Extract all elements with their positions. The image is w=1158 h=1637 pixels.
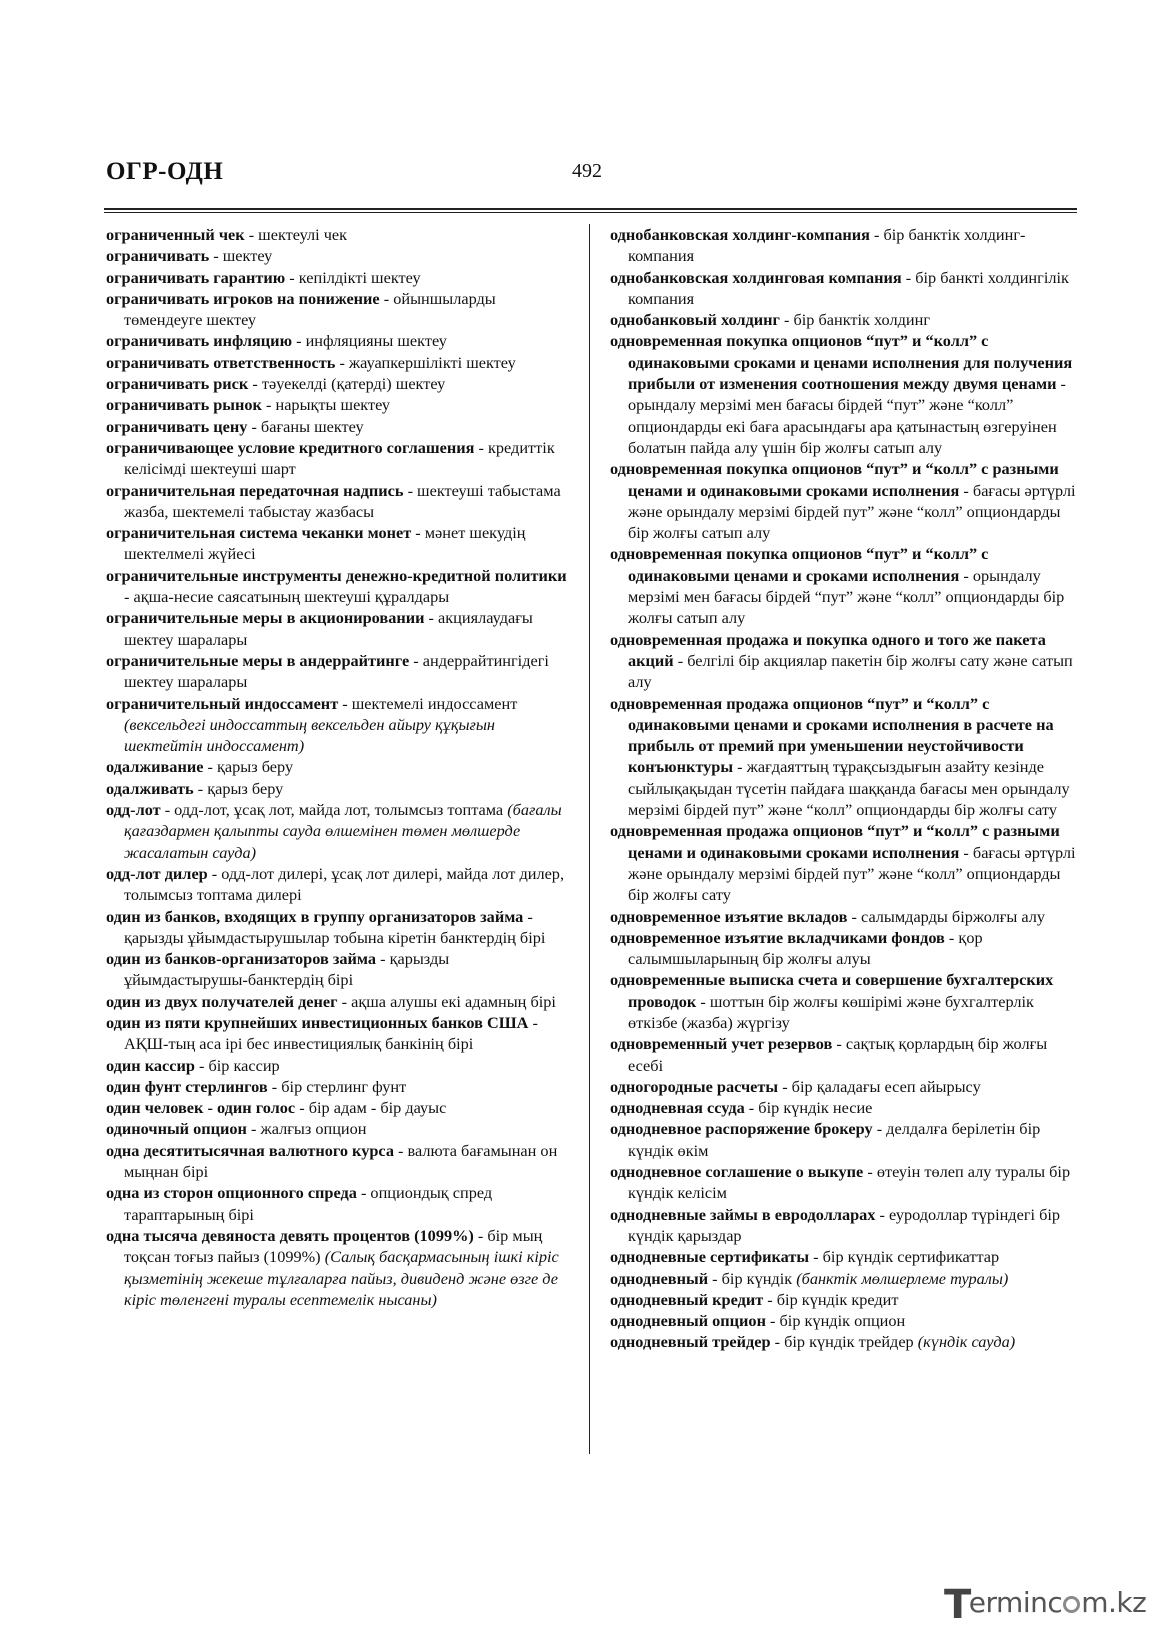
dictionary-entry	[106, 991, 574, 1012]
entry-definition: - мәнет шекудің шектелмелі жүйесі	[124, 523, 526, 564]
entry-term: ограничивать гарантию	[106, 267, 286, 287]
entry-term: одновременное изъятие вкладчиками фондов	[610, 927, 945, 947]
entry-term: однодневный	[610, 1268, 709, 1288]
dictionary-entry	[610, 1097, 1080, 1118]
entry-definition: - ойыншыларды төмендеуге шектеу	[124, 288, 496, 330]
entry-definition: - ақша алушы екі адамның бірі	[337, 991, 556, 1011]
dictionary-entry	[610, 1246, 1080, 1267]
dictionary-entry	[610, 927, 1080, 970]
entry-definition: - сақтық қорлардың бір жолғы есебі	[628, 1034, 1048, 1075]
dictionary-entry	[106, 693, 574, 757]
entry-term: один кассир	[106, 1055, 195, 1075]
entry-term: ограничивать игроков на понижение	[106, 288, 380, 308]
entry-definition: - шоттын бір жолғы көшірімі және бухгалтерлік өткізбе (жазба) жүргізу	[628, 991, 1034, 1032]
dictionary-entry	[106, 863, 574, 906]
dictionary-entry	[106, 1076, 574, 1097]
entry-term: один из банков-организаторов займа	[106, 949, 377, 969]
entry-term: одновременные выписка счета и совершение бухгалтерских проводок	[610, 970, 1054, 1011]
entry-term: одалживать	[106, 778, 194, 798]
entry-term: ограничивающее условие кредитного соглашения	[106, 437, 475, 457]
entry-definition: - бір мың тоқсан тоғыз пайыз (1099%)	[124, 1225, 543, 1267]
dictionary-entry	[610, 1268, 1080, 1289]
entry-term: ограничивать ответственность	[106, 352, 336, 372]
entry-definition: - одд-лот дилері, ұсақ лот дилері, майда лот дилер, толымсыз топтама дилері	[124, 863, 565, 905]
entry-term: один из банков, входящих в группу организаторов займа	[106, 906, 524, 926]
dictionary-entry	[610, 267, 1080, 310]
entry-term: одновременная продажа опционов “пут” и “колл” с разными ценами и одинаковыми сроками исполнения	[610, 821, 1060, 862]
entry-term: один из пяти крупнейших инвестиционных банков США	[106, 1012, 529, 1032]
entry-definition: - бір күндік сертификаттар	[809, 1247, 1000, 1267]
dictionary-entry	[106, 650, 574, 693]
entry-definition: - бір күндік опцион	[765, 1311, 906, 1331]
entry-definition: - шектеулі чек	[244, 225, 348, 244]
entry-definition: - бір қаладағы есеп айырысу	[778, 1076, 981, 1096]
entry-definition: - бір күндік	[708, 1268, 797, 1288]
right-column	[610, 224, 1080, 1353]
entry-term: одновременный учет резервов	[610, 1034, 833, 1054]
entry-definition: - бағасы әртүрлі және орындалу мерзімі бірдей пут” және “колл” опциондарды бір жолғы сатып алу	[628, 480, 1076, 543]
entry-note: (вексельдегі индоссаттың вексельден айыру құқығын шектейтін индоссамент)	[124, 714, 495, 756]
entry-definition: - бір күндік кредит	[763, 1289, 899, 1309]
entry-definition: - белгілі бір акциялар пакетін бір жолғы сату және сатып алу	[628, 650, 1073, 692]
entry-term: ограничительные меры в акционировании	[106, 608, 425, 628]
dictionary-entry	[106, 607, 574, 650]
dictionary-entry	[610, 224, 1080, 267]
dictionary-entry	[106, 245, 574, 266]
entry-term: одиночный опцион	[106, 1119, 247, 1139]
dictionary-entry	[106, 416, 574, 437]
dictionary-entry	[610, 969, 1080, 1033]
entry-term: однобанковская холдинг-компания	[610, 225, 870, 244]
entry-definition: - қор салымшыларының бір жолғы алуы	[628, 927, 983, 969]
dictionary-entry	[610, 906, 1080, 927]
dictionary-entry	[106, 1118, 574, 1139]
dictionary-entry	[106, 1055, 574, 1076]
entry-definition: - қарыз беру	[193, 778, 284, 798]
entry-definition: - бір күндік трейдер	[770, 1332, 918, 1352]
entry-term: одновременная покупка опционов “пут” и “колл” с одинаковыми ценами и сроками исполнения	[610, 544, 989, 585]
entry-term: ограничительная система чеканки монет	[106, 523, 412, 543]
logo-ring-icon	[1063, 1596, 1080, 1613]
entry-term: одалживание	[106, 757, 204, 777]
dictionary-entry	[610, 458, 1080, 543]
entry-definition: - қарызды ұйымдастырушылар тобына кіретін банктердің бірі	[124, 906, 546, 947]
entry-term: однодневный трейдер	[610, 1332, 771, 1352]
entry-term: ограничительные инструменты денежно-кредитной политики	[106, 565, 567, 585]
dictionary-entry	[610, 1310, 1080, 1331]
entry-definition: - шектемелі индоссамент	[338, 693, 518, 713]
entry-term: один человек - один голос	[106, 1098, 296, 1118]
entry-note: (күндік сауда)	[917, 1332, 1016, 1352]
entry-definition: - жалғыз опцион	[246, 1119, 367, 1139]
dictionary-entry	[106, 437, 574, 480]
entry-definition: - АҚШ-тың аса ірі бес инвестициялық банкінің бірі	[124, 1012, 538, 1054]
entry-definition: - орындалу мерзімі мен бағасы бірдей “пут” және “колл” опциондарды екі баға арасындағы ара қатынастың өзгеруінен болатын пайда алу үшін бір жолғы сатып алу	[628, 374, 1066, 457]
dictionary-entry	[106, 565, 574, 608]
entry-definition: - бір адам - бір дауыс	[295, 1098, 447, 1118]
entry-term: ограничивать инфляцию	[106, 331, 293, 351]
dictionary-entry	[610, 1076, 1080, 1097]
entry-definition: - кредиттік келісімді шектеуші шарт	[124, 437, 555, 479]
entry-definition: - андеррайтингідегі шектеу шаралары	[124, 650, 549, 692]
entry-term: однодневные сертификаты	[610, 1247, 810, 1267]
entry-definition: - шектеуші табыстама жазба, шектемелі табыстау жазбасы	[124, 480, 561, 521]
termincom-logo: Terminc m.kz	[944, 1582, 1147, 1628]
header-rule-thin	[104, 212, 1077, 213]
dictionary-entry	[106, 394, 574, 415]
entry-term: ограничивать	[106, 246, 210, 266]
dictionary-entry	[106, 288, 574, 331]
entry-note: (Салық басқармасының ішкі кіріс қызметінің жекеше тұлғаларға пайыз, дивиденд және өзге де кіріс төленгені туралы есептемелік нысаны)	[124, 1247, 559, 1309]
dictionary-entry	[610, 820, 1080, 905]
dictionary-entry	[610, 543, 1080, 628]
dictionary-entry	[610, 1204, 1080, 1247]
entry-term: ограничительные меры в андеррайтинге	[106, 650, 410, 670]
entry-definition: - нарықты шектеу	[261, 395, 391, 415]
dictionary-entry	[106, 1012, 574, 1055]
dictionary-entry	[610, 1118, 1080, 1161]
dictionary-entry	[106, 373, 574, 394]
entry-definition: - қарызды ұйымдастырушы-банктердің бірі	[124, 949, 450, 990]
dictionary-entry	[610, 1033, 1080, 1076]
dictionary-entry	[106, 352, 574, 373]
entry-term: одд-лот дилер	[106, 863, 208, 883]
dictionary-entry	[106, 948, 574, 991]
dictionary-entry	[106, 480, 574, 523]
dictionary-entry	[106, 906, 574, 949]
entry-definition: - бағасы әртүрлі және орындалу мерзімі бірдей пут” және “колл” опциондарды бір жолғы сату	[628, 842, 1076, 905]
page-number: 492	[572, 160, 602, 182]
entry-definition: - бір кассир	[194, 1055, 280, 1075]
entry-definition: - бір стерлинг фунт	[267, 1076, 407, 1096]
entry-definition: - қарыз беру	[203, 757, 294, 777]
entry-definition: - жағдаяттың тұрақсыздығын азайту кезінде сыйлықақыдан түсетін пайдаға шаққанда бағасы мен орындалу мерзімі бірдей пут” және “колл” опциондарды бір жолғы сату	[628, 757, 1070, 820]
entry-definition: - өтеуін төлеп алу туралы бір күндік келісім	[628, 1162, 1071, 1203]
entry-definition: - кепілдікті шектеу	[285, 267, 421, 287]
entry-definition: - орындалу мерзімі мен бағасы бірдей “пут” және “колл” опциондарды бір жолғы сатып алу	[628, 565, 1065, 628]
dictionary-entry	[610, 1289, 1080, 1310]
dictionary-entry	[106, 1182, 574, 1225]
dictionary-entry	[106, 1097, 574, 1118]
entry-note: (бағалы қағаздармен қалыпты сауда өлшемінен төмен мөлшерде жасалатын сауда)	[124, 800, 562, 862]
entry-definition: - акциялаудағы шектеу шаралары	[124, 608, 533, 649]
entry-definition: - салымдарды біржолғы алу	[847, 906, 1046, 926]
entry-term: однобанковская холдинговая компания	[610, 267, 902, 287]
entry-definition: - бір күндік несие	[744, 1098, 873, 1118]
dictionary-entry	[106, 330, 574, 351]
dictionary-entry	[610, 1161, 1080, 1204]
entry-term: одновременная покупка опционов “пут” и “колл” с одинаковыми сроками и ценами исполнения для получения прибыли от изменения соотношения между двумя ценами	[610, 331, 1073, 394]
dictionary-entry	[610, 629, 1080, 693]
entry-term: ограничивать цену	[106, 416, 248, 436]
entry-term: одновременная продажа и покупка одного и того же пакета акций	[610, 629, 1046, 670]
entry-term: однобанковый холдинг	[610, 310, 780, 330]
dictionary-entry	[106, 224, 574, 245]
entry-definition: - жауапкершілікті шектеу	[335, 352, 516, 372]
entry-term: однодневные займы в евродолларах	[610, 1204, 876, 1224]
dictionary-entry	[106, 1140, 574, 1183]
left-column	[106, 224, 574, 1310]
header-rule-thick	[104, 208, 1077, 210]
entry-term: один из двух получателей денег	[106, 991, 338, 1011]
entry-term: одновременная продажа опционов “пут” и “колл” с одинаковыми ценами и сроками исполнения в расчете на прибыль от премий при уменьшении неустойчивости конъюнктуры	[610, 693, 1054, 777]
entry-definition: - тәуекелді (қатерді) шектеу	[248, 374, 446, 394]
entry-term: однодневное соглашение о выкупе	[610, 1162, 864, 1182]
dictionary-entry	[610, 1331, 1080, 1352]
entry-definition: - одд-лот, ұсақ лот, майда лот, толымсыз топтама	[160, 800, 508, 820]
column-separator	[589, 224, 590, 1454]
entry-definition: - ақша-несие саясатының шектеуші құралдары	[124, 587, 450, 607]
entry-term: ограничивать рынок	[106, 395, 262, 415]
entry-note: (банктік мөлшерлеме туралы)	[796, 1268, 1009, 1288]
entry-term: ограничительная передаточная надпись	[106, 480, 404, 500]
dictionary-entry	[106, 799, 574, 863]
page-header-abbreviation: ОГР-ОДН	[106, 158, 224, 185]
entry-term: одна десятитысячная валютного курса	[106, 1140, 394, 1160]
dictionary-entry	[610, 309, 1080, 330]
entry-term: одновременное изъятие вкладов	[610, 906, 848, 926]
entry-definition: - опциондық спред тараптарының бірі	[124, 1183, 493, 1224]
entry-term: одна из сторон опционного спреда	[106, 1183, 357, 1203]
dictionary-entry	[106, 1225, 574, 1310]
entry-definition: - бір банкті холдингілік компания	[628, 267, 1069, 308]
entry-term: однодневная ссуда	[610, 1098, 745, 1118]
entry-term: ограниченный чек	[106, 225, 245, 244]
entry-definition: - шектеу	[209, 246, 273, 266]
entry-definition: - валюта бағамынан он мыңнан бірі	[124, 1140, 558, 1182]
entry-term: одногородные расчеты	[610, 1076, 779, 1096]
entry-term: один фунт стерлингов	[106, 1076, 268, 1096]
entry-definition: - бір банктік холдинг	[779, 310, 930, 330]
entry-term: однодневный кредит	[610, 1289, 764, 1309]
entry-term: однодневный опцион	[610, 1311, 766, 1331]
dictionary-entry	[610, 693, 1080, 821]
entry-definition: - бір банктік холдинг-компания	[628, 225, 1026, 266]
entry-term: одна тысяча девяноста девять процентов (1099%)	[106, 1225, 474, 1245]
entry-term: ограничительный индоссамент	[106, 693, 339, 713]
dictionary-entry	[610, 330, 1080, 458]
entry-definition: - инфляцияны шектеу	[292, 331, 447, 351]
entry-definition: - еуродоллар түріндегі бір күндік қарыздар	[628, 1204, 1061, 1245]
entry-definition: - бағаны шектеу	[247, 416, 364, 436]
dictionary-entry	[106, 522, 574, 565]
entry-term: ограничивать риск	[106, 374, 249, 394]
dictionary-entry	[106, 756, 574, 777]
entry-term: однодневное распоряжение брокеру	[610, 1119, 873, 1139]
dictionary-entry	[106, 778, 574, 799]
entry-definition: - делдалға берілетін бір күндік өкім	[628, 1119, 1041, 1160]
dictionary-entry	[106, 267, 574, 288]
entry-term: одд-лот	[106, 800, 161, 820]
entry-term: одновременная покупка опционов “пут” и “колл” с разными ценами и одинаковыми сроками исполнения	[610, 459, 1059, 500]
